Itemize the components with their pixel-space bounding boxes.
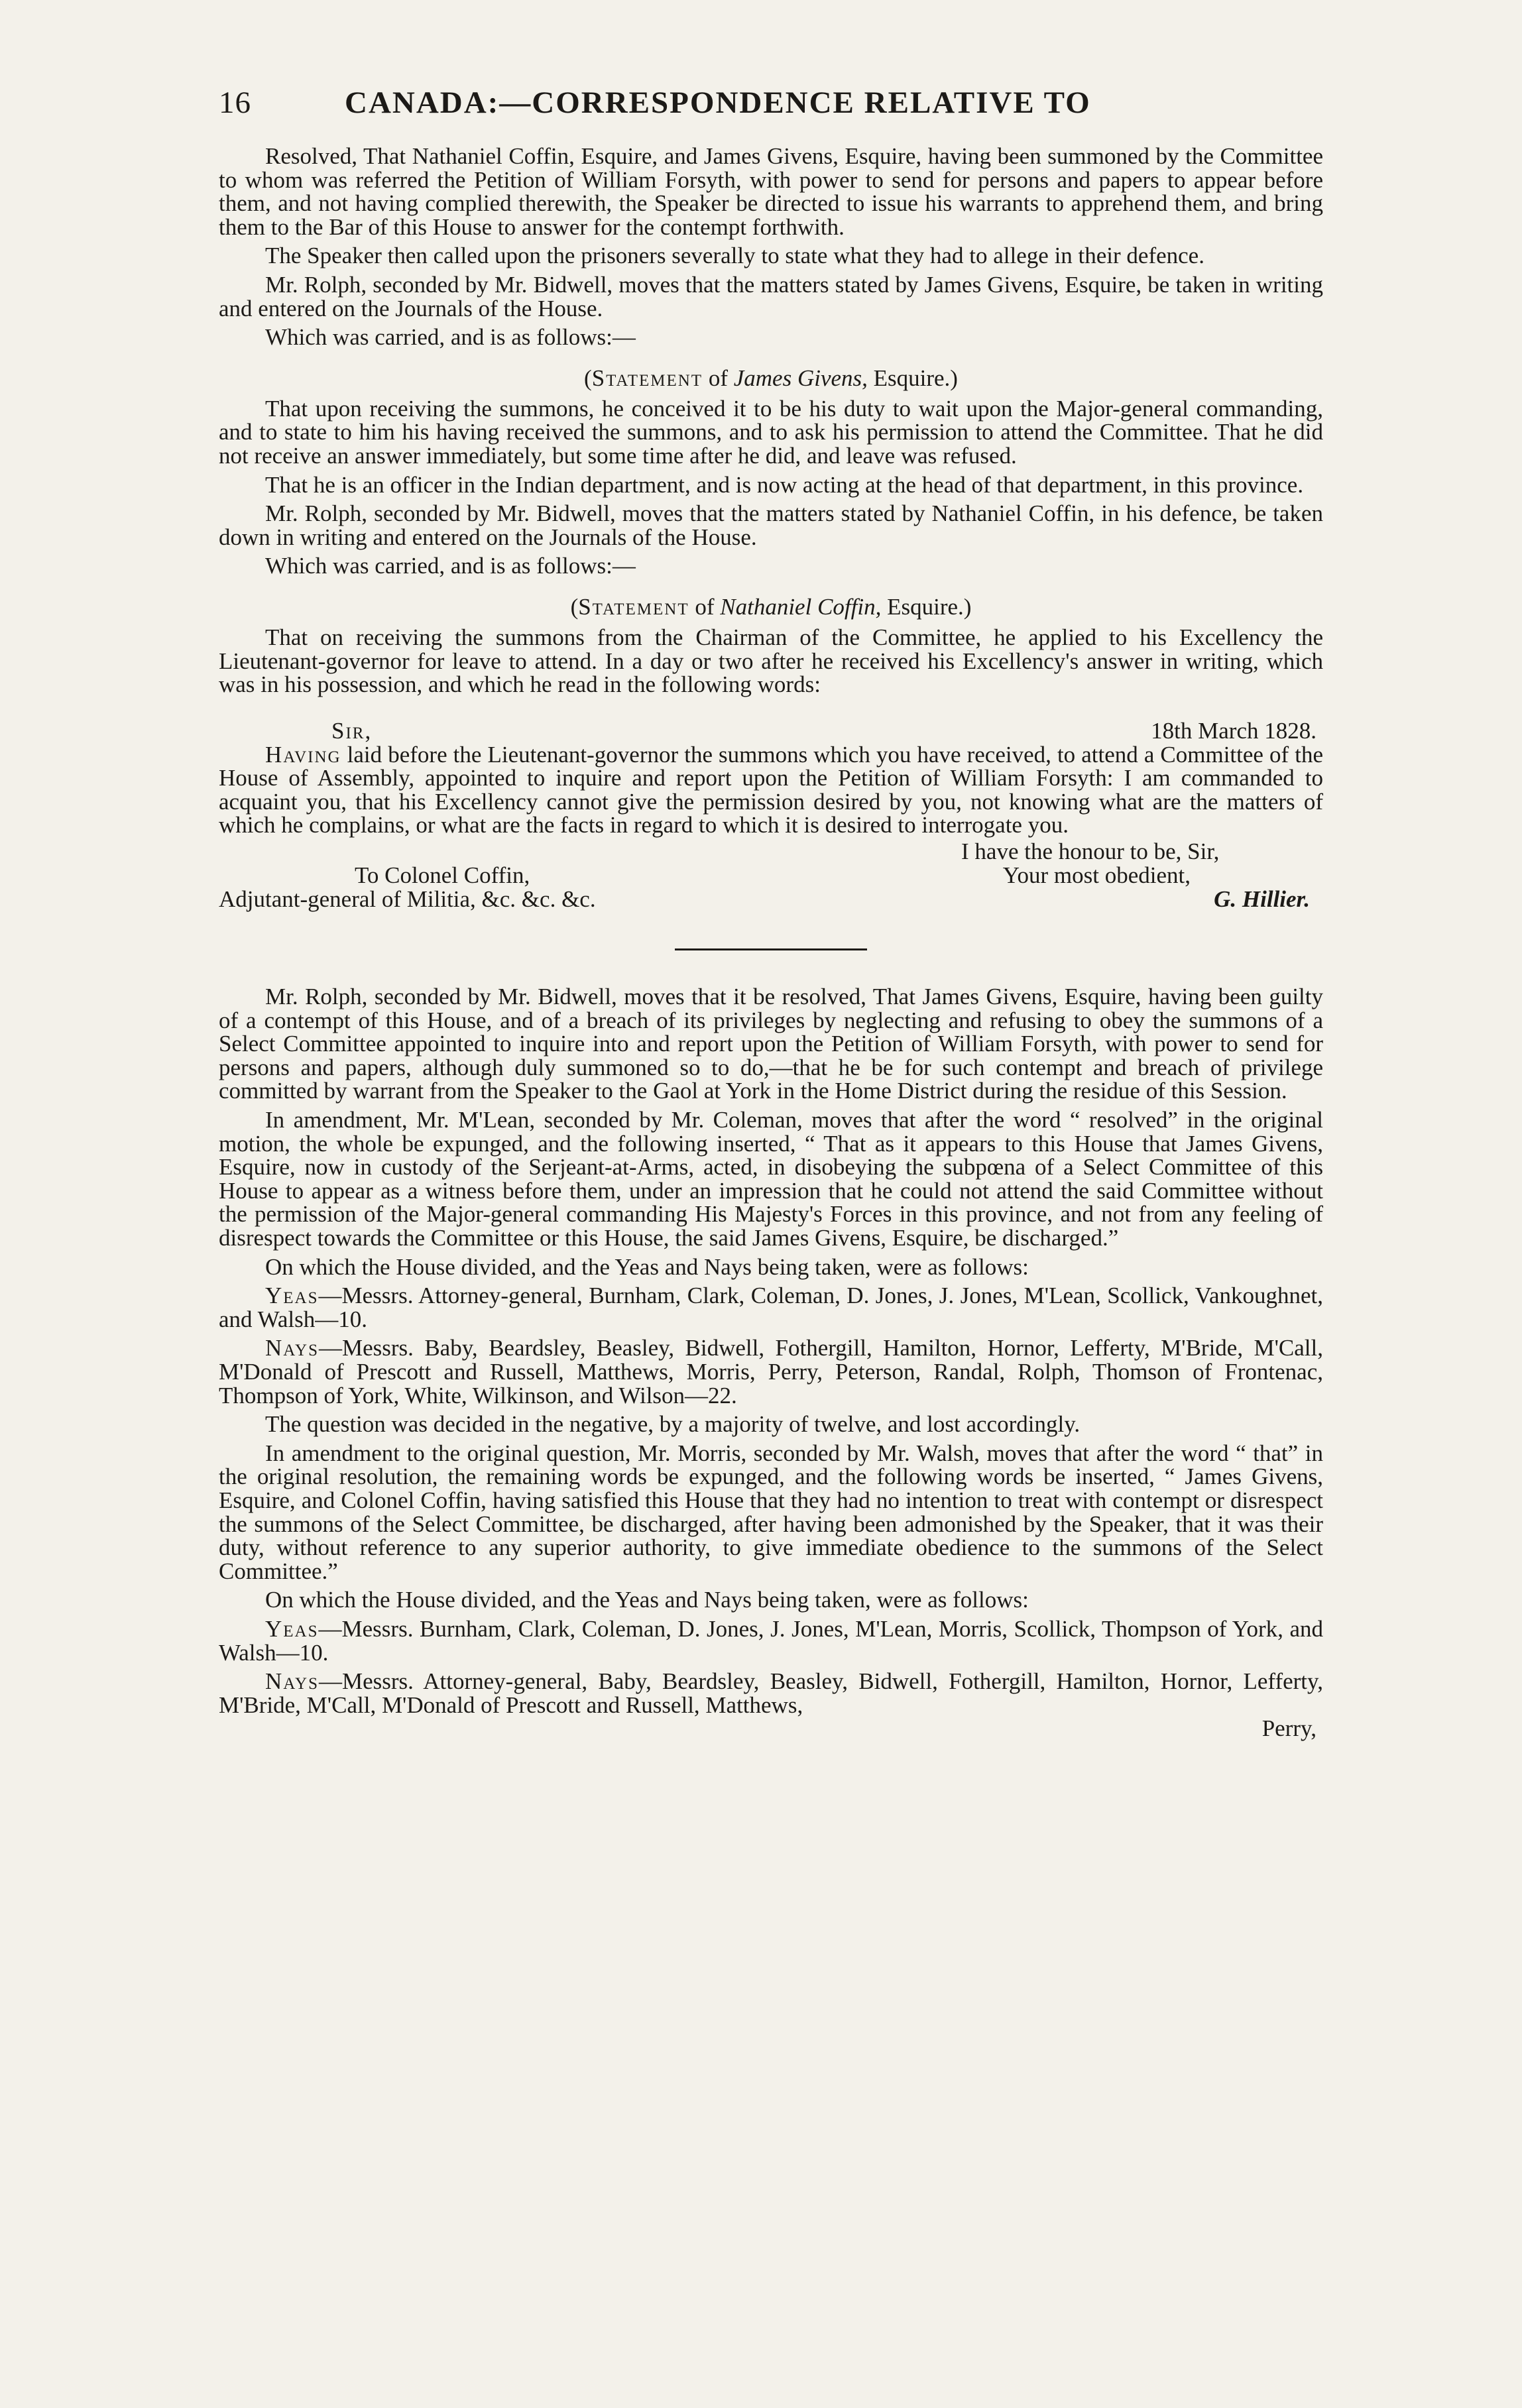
statement-heading-givens [219,367,1323,390]
nays-label: Nays [265,1668,319,1695]
page-number: 16 [219,86,251,120]
paragraph-motion-contempt: Mr. Rolph, seconded by Mr. Bidwell, moves that it be resolved, That James Givens, Esquire, having been guilty of a contempt of this House, and of a breach of its privileges by neglecting and refusing to obey the summons of a Select Committee appointed to inquire into and report upon the Petition of William Forsyth, with power to send for persons and papers, although duly summoned so to do,—that he be for such contempt and breach of privilege committed by warrant from the Speaker to the Gaol at York in the Home District during the residue of this Session. [219,984,1323,1104]
paragraph-result-1: The question was decided in the negative, by a majority of twelve, and lost accordingly. [265,1411,1081,1438]
statement-name: Nathaniel Coffin, [720,593,882,620]
paragraph-defence-call: The Speaker then called upon the prisoners severally to state what they had to allege in their defence. [265,243,1204,269]
paragraph-motion-givens: Mr. Rolph, seconded by Mr. Bidwell, moves that the matters stated by James Givens, Esquire, be taken in writing and entered on the Journals of the House. [219,271,1323,321]
statement-of: of [689,593,721,620]
section-divider [675,948,867,950]
statement-tail: Esquire.) [881,593,972,620]
paragraph-givens-statement-2: That he is an officer in the Indian department, and is now acting at the head of that department, in this province. [265,471,1304,498]
letter-signature: G. Hillier. [1214,886,1310,913]
statement-tail: Esquire.) [867,365,958,391]
statement-name: James Givens, [733,365,868,391]
page-header [219,85,1323,138]
paragraph-coffin-statement: That on receiving the summons from the Chairman of the Committee, he applied to his Excellency the Lieutenant-governor for leave to attend. In a day or two after he received his Excellency's answer in writing, which was in his possession, and which he read in the following words: [219,624,1323,698]
paragraph-division-1: On which the House divided, and the Yeas and Nays being taken, were as follows: [265,1253,1029,1280]
yeas-list-1 [219,1284,1323,1331]
paragraph-motion-coffin: Mr. Rolph, seconded by Mr. Bidwell, moves that the matters stated by Nathaniel Coffin, in his defence, be taken down in writing and entered on the Journals of the House. [219,500,1323,550]
paren-open: ( [570,593,579,620]
paragraph-amendment-morris: In amendment to the original question, Mr. Morris, seconded by Mr. Walsh, moves that after the word “ that” in the original resolution, the remaining words be expunged, and the following words be inserted, “ James Givens, Esquire, and Colonel Coffin, having satisfied this House that they had no intention to treat with contempt or disrespect the summons of the Select Committee, be discharged, after having been admonished by the Speaker, that it was their duty, without reference to any superior authority, to give immediate obedience to the summons of the Select Committee.” [219,1440,1323,1584]
statement-of: of [703,365,734,391]
paragraph-resolution: Resolved, That Nathaniel Coffin, Esquire, and James Givens, Esquire, having been summoned by the Committee to whom was referred the Petition of William Forsyth, with power to send for persons and papers to appear before them, and not having complied therewith, the Speaker be directed to issue his warrants to apprehend them, and bring them to the Bar of this House to answer for the contempt forthwith. [219,143,1323,240]
yeas-list-2 [219,1617,1323,1664]
running-head: CANADA:—CORRESPONDENCE RELATIVE TO [345,86,1091,120]
nays-list-1 [219,1336,1323,1407]
letter-addressee: To Colonel Coffin, [355,862,530,889]
letter-header [219,719,1323,743]
paragraph-carried-2: Which was carried, and is as follows:— [265,553,636,579]
letter-body-text: laid before the Lieutenant-governor the summons which you have received, to attend a Committee of the House of Assembly, appointed to inquire and report upon the Petition of William Forsyth: I am commanded to acquaint you, that his Excellency cannot give the permission desired by you, not knowing what are the matters of which he complains, or what are the facts in regard to which it is desired to interrogate you. [219,741,1323,838]
paren-open: ( [584,365,592,391]
yeas-names: —Messrs. Attorney-general, Burnham, Clark, Coleman, D. Jones, J. Jones, M'Lean, Scollick, Vankoughnet, and Walsh—10. [219,1283,1323,1332]
statement-heading-coffin [219,595,1323,619]
letter-date: 18th March 1828. [1151,717,1317,744]
letter-salutation: Sir, [331,717,373,744]
paragraph-givens-statement-1: That upon receiving the summons, he conceived it to be his duty to wait upon the Major-general commanding, and to state to him his having received the summons, and to ask his permission to attend the Committee. That he did not receive an answer immediately, but some time after he did, and leave was refused. [219,395,1323,469]
letter-sign-row-1 [219,864,1323,888]
paragraph-division-2: On which the House divided, and the Yeas and Nays being taken, were as follows: [265,1587,1029,1613]
nays-names: —Messrs. Baby, Beardsley, Beasley, Bidwell, Fothergill, Hamilton, Hornor, Lefferty, M'Bride, M'Call, M'Donald of Prescott and Russell, Matthews, Morris, Perry, Peterson, Randal, Rolph, Thomson of Frontenac, Thompson of York, White, Wilkinson, and Wilson—22. [219,1335,1323,1408]
yeas-label: Yeas [265,1283,319,1309]
letter-sign-row-2 [219,888,1323,911]
paragraph-amendment-mlean: In amendment, Mr. M'Lean, seconded by Mr. Coleman, moves that after the word “ resolved” in the original motion, the whole be expunged, and the following inserted, “ That as it appears to this House that James Givens, Esquire, now in custody of the Serjeant-at-Arms, acted, in disobeying the subpœna of a Select Committee of this House to appear as a witness before them, under an impression that he could not attend the said Committee without the permission of the Major-general commanding His Majesty's Forces in this province, and not from any feeling of disrespect towards the Committee or this House, the said James Givens, Esquire, be discharged.” [219,1107,1323,1251]
statement-label: Statement [578,593,689,620]
letter-body-lead: Having [265,741,341,768]
catchword: Perry, [1261,1715,1317,1742]
nays-names: —Messrs. Attorney-general, Baby, Beardsley, Beasley, Bidwell, Fothergill, Hamilton, Hornor, Lefferty, M'Bride, M'Call, M'Donald of Prescott and Russell, Matthews, [219,1668,1323,1718]
paragraph-carried-1: Which was carried, and is as follows:— [265,324,636,351]
yeas-names: —Messrs. Burnham, Clark, Coleman, D. Jones, J. Jones, M'Lean, Morris, Scollick, Thompson of York, and Walsh—10. [219,1615,1323,1666]
letter-addressee-title: Adjutant-general of Militia, &c. &c. &c. [219,886,596,913]
letter-closing: I have the honour to be, Sir, [961,838,1220,865]
statement-label: Statement [591,365,703,391]
nays-list-2 [219,1670,1323,1717]
letter-obedient: Your most obedient, [1002,862,1191,889]
letter-body [219,743,1323,837]
yeas-label: Yeas [265,1615,319,1642]
nays-label: Nays [265,1335,319,1361]
